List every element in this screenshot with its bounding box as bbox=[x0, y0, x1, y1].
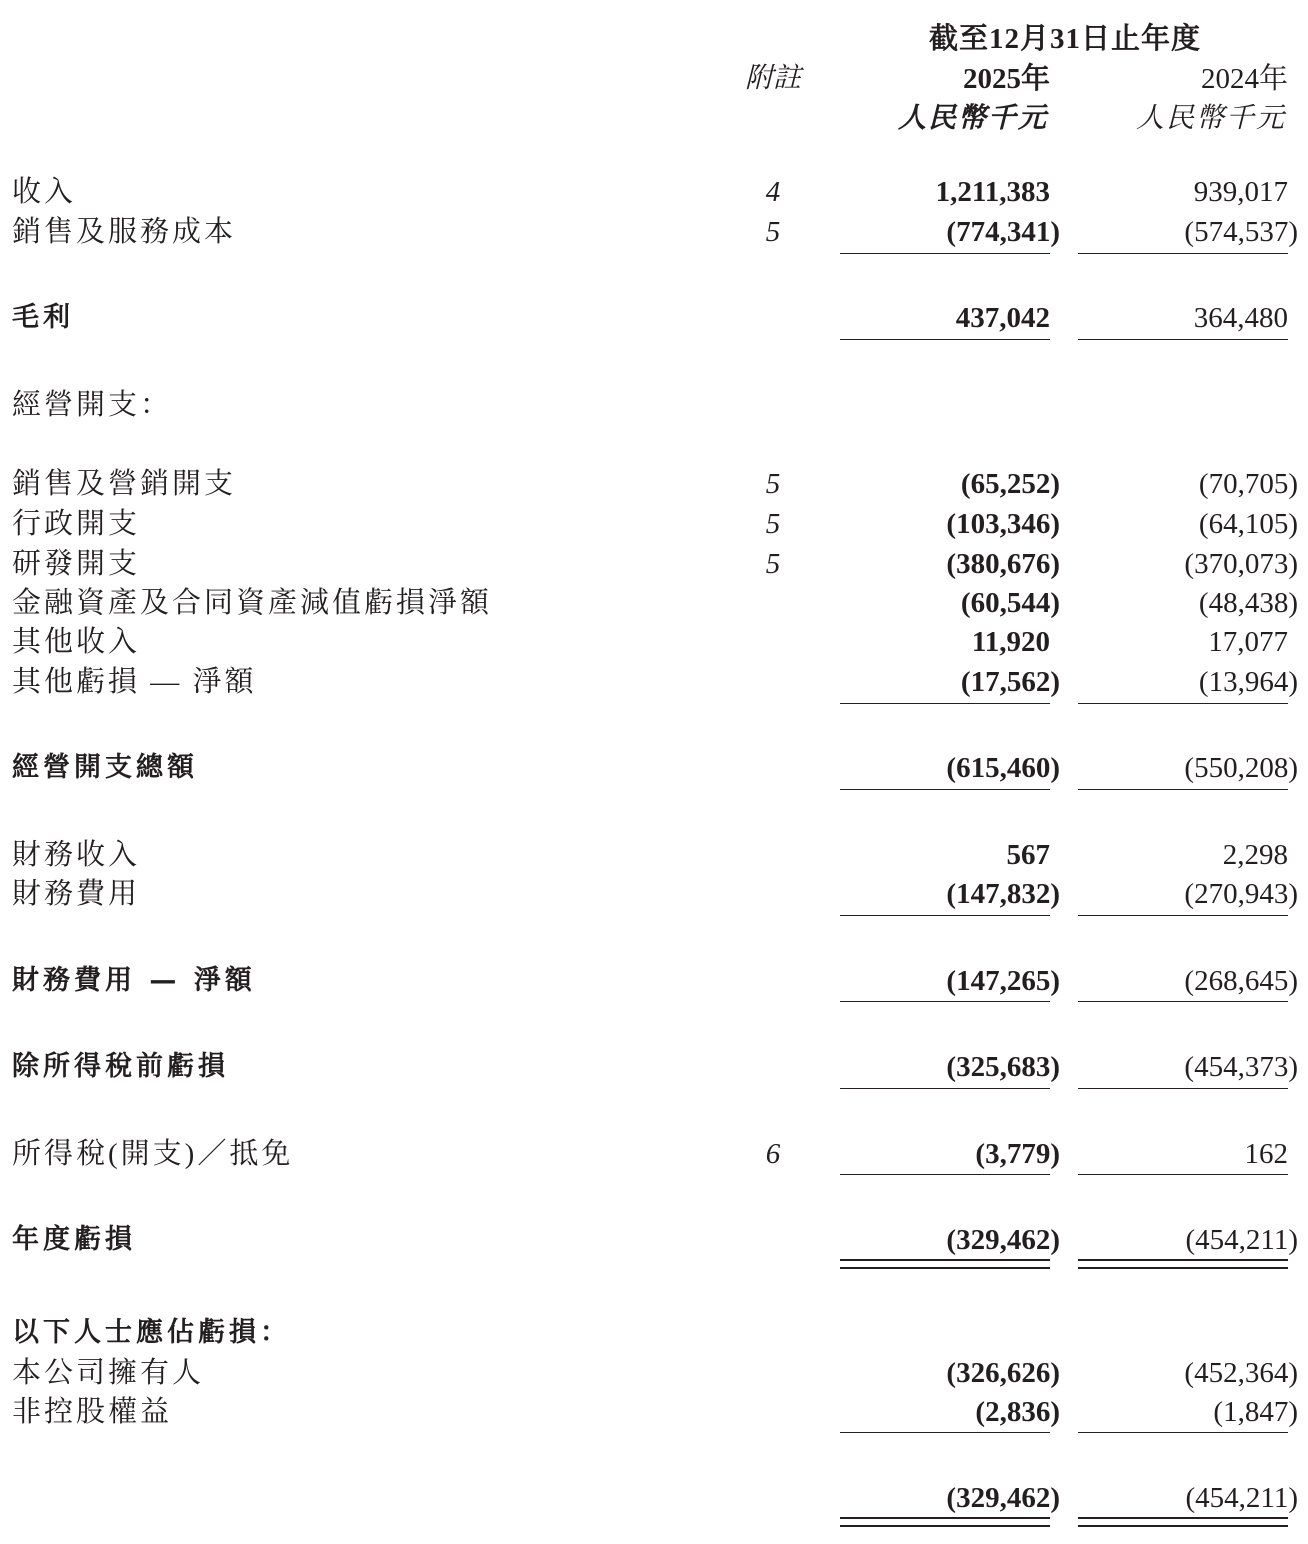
row-label: 研發開支 bbox=[12, 548, 141, 580]
row-value-current: (325,683) bbox=[946, 1051, 1060, 1083]
section-heading bbox=[0, 1313, 1308, 1353]
row-label: 非控股權益 bbox=[12, 1396, 173, 1428]
row-value-prior: (70,705) bbox=[1198, 468, 1298, 500]
subtotal-rule bbox=[840, 339, 1050, 340]
unit-current-header: 人民幣千元 bbox=[897, 103, 1048, 134]
total-double-rule bbox=[1078, 1259, 1288, 1269]
subtotal-rule bbox=[1078, 253, 1288, 254]
total-double-rule bbox=[1078, 1517, 1288, 1527]
table-row bbox=[0, 1134, 1308, 1174]
row-label: 所得稅(開支)／抵免 bbox=[12, 1138, 294, 1170]
row-value-current: (3,779) bbox=[975, 1138, 1060, 1170]
table-row bbox=[0, 961, 1308, 1001]
table-row bbox=[0, 504, 1308, 544]
subtotal-rule bbox=[1078, 703, 1288, 704]
subtotal-rule bbox=[840, 703, 1050, 704]
subtotal-rule bbox=[840, 1432, 1050, 1433]
period-header: 截至12月31日止年度 bbox=[928, 23, 1201, 55]
row-value-prior: 364,480 bbox=[1193, 302, 1288, 334]
row-value-current: (774,341) bbox=[946, 216, 1060, 248]
subtotal-rule bbox=[1078, 1001, 1288, 1002]
row-label: 行政開支 bbox=[12, 508, 141, 540]
table-row bbox=[0, 464, 1308, 504]
row-value-current: (326,626) bbox=[946, 1357, 1060, 1389]
table-row bbox=[0, 212, 1308, 252]
row-value-prior: (13,964) bbox=[1198, 666, 1298, 698]
row-value-current: (329,462) bbox=[946, 1482, 1060, 1514]
row-value-current: (147,265) bbox=[946, 965, 1060, 997]
subtotal-rule bbox=[840, 1001, 1050, 1002]
subtotal-rule bbox=[1078, 915, 1288, 916]
row-value-prior: (454,211) bbox=[1185, 1482, 1298, 1514]
row-value-prior: (454,211) bbox=[1185, 1224, 1298, 1256]
row-value-current: 567 bbox=[1006, 839, 1050, 871]
row-value-current: (2,836) bbox=[975, 1396, 1060, 1428]
table-row bbox=[0, 1353, 1308, 1393]
row-value-current: (60,544) bbox=[960, 587, 1060, 619]
row-note: 5 bbox=[765, 216, 781, 248]
row-value-prior: 939,017 bbox=[1193, 176, 1288, 208]
subtotal-rule bbox=[840, 1088, 1050, 1089]
section-heading bbox=[0, 385, 1308, 425]
row-value-current: (17,562) bbox=[960, 666, 1060, 698]
row-label: 除所得稅前虧損 bbox=[12, 1051, 229, 1082]
row-label: 財務費用 bbox=[12, 878, 141, 910]
row-value-prior: (270,943) bbox=[1184, 878, 1298, 910]
subtotal-rule bbox=[1078, 1088, 1288, 1089]
row-value-prior: (64,105) bbox=[1198, 508, 1298, 540]
row-value-current: (380,676) bbox=[946, 548, 1060, 580]
row-value-prior: 2,298 bbox=[1222, 839, 1288, 871]
unit-prior-header: 人民幣千元 bbox=[1135, 103, 1286, 134]
row-label: 毛利 bbox=[12, 302, 74, 333]
row-label: 其他虧損 — 淨額 bbox=[12, 666, 257, 698]
year-current-header: 2025年 bbox=[962, 63, 1050, 95]
row-label: 年度虧損 bbox=[12, 1224, 136, 1255]
row-value-prior: 162 bbox=[1244, 1138, 1288, 1170]
subtotal-rule bbox=[1078, 789, 1288, 790]
table-row bbox=[0, 622, 1308, 662]
row-label: 財務收入 bbox=[12, 839, 141, 871]
row-value-prior: (452,364) bbox=[1184, 1357, 1298, 1389]
row-label: 經營開支： bbox=[12, 389, 173, 421]
row-value-prior: (370,073) bbox=[1184, 548, 1298, 580]
row-value-current: (147,832) bbox=[946, 878, 1060, 910]
subtotal-rule bbox=[1078, 1174, 1288, 1175]
table-row bbox=[0, 1392, 1308, 1432]
total-double-rule bbox=[840, 1517, 1050, 1527]
row-value-current: (615,460) bbox=[946, 752, 1060, 784]
subtotal-rule bbox=[1078, 1432, 1288, 1433]
subtotal-rule bbox=[1078, 339, 1288, 340]
row-value-prior: (454,373) bbox=[1184, 1051, 1298, 1083]
year-prior-header: 2024年 bbox=[1200, 63, 1288, 95]
row-value-prior: (268,645) bbox=[1184, 965, 1298, 997]
row-label: 以下人士應佔虧損： bbox=[12, 1317, 291, 1348]
table-row bbox=[0, 874, 1308, 914]
row-label: 其他收入 bbox=[12, 626, 141, 658]
table-row bbox=[0, 662, 1308, 702]
row-note: 5 bbox=[765, 468, 781, 500]
row-note: 5 bbox=[765, 548, 781, 580]
row-value-prior: 17,077 bbox=[1208, 626, 1288, 658]
row-value-current: (329,462) bbox=[946, 1224, 1060, 1256]
table-row bbox=[0, 583, 1308, 623]
total-double-rule bbox=[840, 1259, 1050, 1269]
table-row bbox=[0, 1478, 1308, 1518]
row-value-prior: (574,537) bbox=[1184, 216, 1298, 248]
table-row bbox=[0, 748, 1308, 788]
row-value-current: 437,042 bbox=[955, 302, 1050, 334]
row-label: 經營開支總額 bbox=[12, 752, 198, 783]
row-label: 金融資產及合同資產減值虧損淨額 bbox=[12, 587, 493, 619]
row-value-current: 11,920 bbox=[971, 626, 1050, 658]
row-label: 銷售及服務成本 bbox=[12, 216, 237, 248]
table-row bbox=[0, 172, 1308, 212]
row-value-prior: (550,208) bbox=[1184, 752, 1298, 784]
row-value-current: (103,346) bbox=[946, 508, 1060, 540]
table-row bbox=[0, 835, 1308, 875]
row-value-current: (65,252) bbox=[960, 468, 1060, 500]
row-label: 財務費用 — 淨額 bbox=[12, 965, 256, 996]
row-label: 銷售及營銷開支 bbox=[12, 468, 237, 500]
row-value-current: 1,211,383 bbox=[935, 176, 1050, 208]
table-row bbox=[0, 298, 1308, 338]
subtotal-rule bbox=[840, 1174, 1050, 1175]
row-value-prior: (48,438) bbox=[1198, 587, 1298, 619]
table-row bbox=[0, 1047, 1308, 1087]
subtotal-rule bbox=[840, 915, 1050, 916]
row-note: 5 bbox=[765, 508, 781, 540]
row-label: 收入 bbox=[12, 176, 77, 208]
subtotal-rule bbox=[840, 253, 1050, 254]
subtotal-rule bbox=[840, 789, 1050, 790]
row-note: 4 bbox=[765, 176, 781, 208]
table-row bbox=[0, 1220, 1308, 1260]
note-column-header: 附註 bbox=[744, 63, 801, 94]
row-label: 本公司擁有人 bbox=[12, 1357, 205, 1389]
table-row bbox=[0, 544, 1308, 584]
row-note: 6 bbox=[765, 1138, 781, 1170]
row-value-prior: (1,847) bbox=[1213, 1396, 1298, 1428]
